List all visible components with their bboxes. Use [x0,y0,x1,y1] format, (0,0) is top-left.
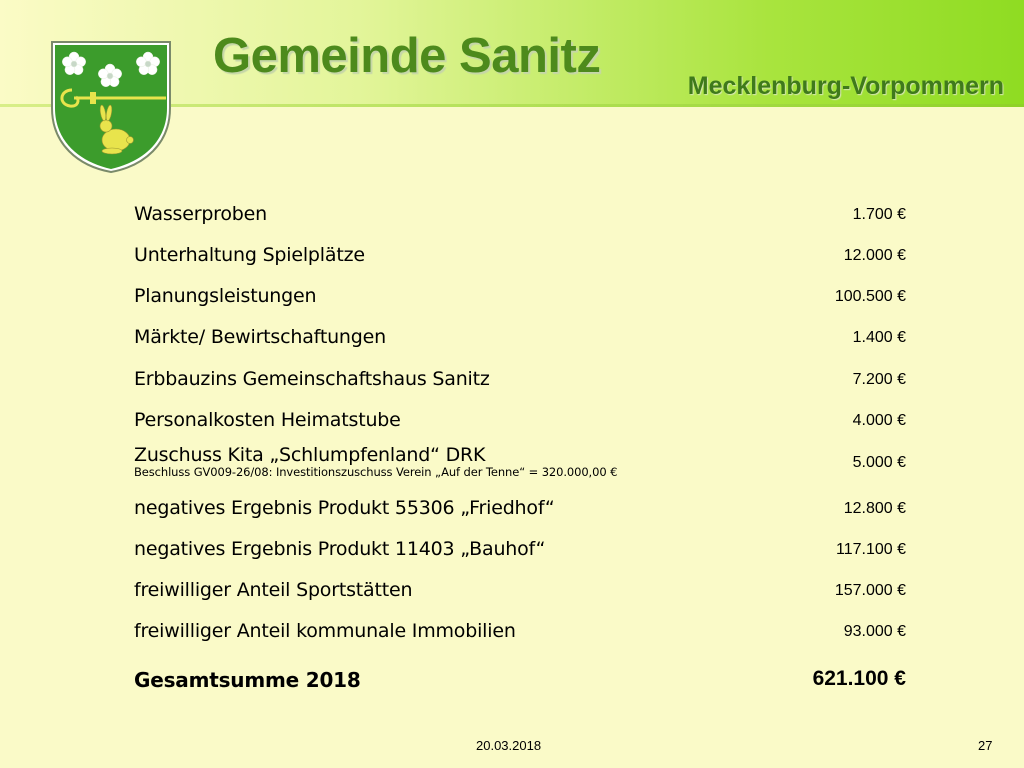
table-row [134,619,906,659]
table-row [134,496,906,536]
item-label: Zuschuss Kita „Schlumpfenland“ DRK [134,444,486,466]
item-label: Erbbauzins Gemeinschaftshaus Sanitz [134,368,490,390]
item-label: freiwilliger Anteil Sportstätten [134,579,413,601]
item-amount: 100.500 € [834,288,906,305]
item-label: Personalkosten Heimatstube [134,409,401,431]
item-amount: 4.000 € [852,412,906,429]
footer-date: 20.03.2018 [476,738,542,753]
table-row [134,537,906,577]
item-label: negatives Ergebnis Produkt 11403 „Bauhof“ [134,538,546,560]
total-row [134,668,906,708]
item-amount: 12.800 € [843,500,906,517]
total-label: Gesamtsumme 2018 [134,668,361,692]
item-amount: 1.400 € [852,329,906,346]
table-row [134,408,906,448]
total-amount: 621.100 € [812,667,906,690]
item-amount: 7.200 € [852,371,906,388]
table-row [134,367,906,407]
item-amount: 157.000 € [834,582,906,599]
item-amount: 5.000 € [852,454,906,471]
table-row [134,202,906,242]
table-row [134,325,906,365]
item-label: Unterhaltung Spielplätze [134,244,365,266]
item-label: freiwilliger Anteil kommunale Immobilien [134,620,516,642]
item-amount: 117.100 € [836,541,906,558]
coat-of-arms-logo [50,40,172,174]
table-row [134,443,906,487]
item-label: Planungsleistungen [134,285,317,307]
item-amount: 93.000 € [843,623,906,640]
item-label: Wasserproben [134,203,267,225]
table-row [134,284,906,324]
region-subtitle: Mecklenburg-Vorpommern [687,72,1004,100]
page-number: 27 [978,738,993,753]
item-label: negatives Ergebnis Produkt 55306 „Friedhof“ [134,497,555,519]
item-amount: 1.700 € [852,206,906,223]
item-note: Beschluss GV009-26/08: Investitionszuschuss Verein „Auf der Tenne“ = 320.000,00 € [134,465,618,479]
table-row [134,243,906,283]
item-amount: 12.000 € [843,247,906,264]
table-row [134,578,906,618]
item-label: Märkte/ Bewirtschaftungen [134,326,386,348]
page-title: Gemeinde Sanitz [213,29,601,83]
